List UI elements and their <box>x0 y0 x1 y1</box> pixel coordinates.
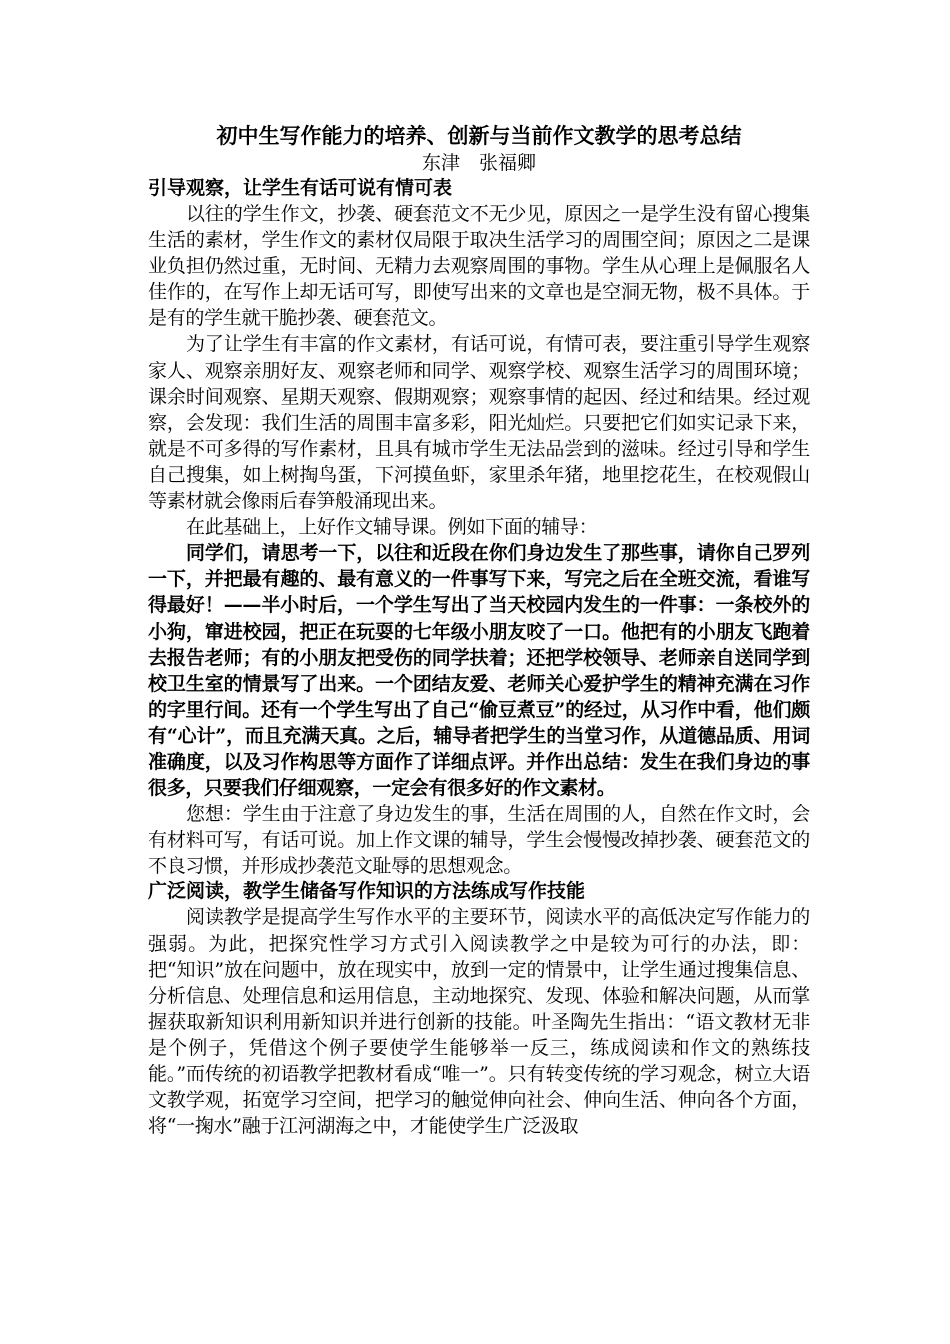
section-heading: 引导观察，让学生有话可说有情可表 <box>148 177 453 199</box>
body-paragraph: 您想：学生由于注意了身边发生的事，生活在周围的人，自然在作文时，会有材料可写，有话可说。加上作文课的辅导，学生会慢慢改掉抄袭、硬套范文的不良习惯，并形成抄袭范文耻辱的思想观念。 <box>148 803 810 878</box>
document-title: 初中生写作能力的培养、创新与当前作文教学的思考总结 <box>216 123 742 148</box>
body-paragraph: 在此基础上，上好作文辅导课。例如下面的辅导： <box>186 516 598 539</box>
document-author: 东津 张福卿 <box>421 152 536 174</box>
body-paragraph: 为了让学生有丰富的作文素材，有话可说，有情可表，要注重引导学生观察家人、观察亲朋好友、观察老师和同学、观察学校、观察生活学习的周围环境；课余时间观察、星期天观察、假期观察；观察事情的起因、经过和结果。经过观察，会发现：我们生活的周围丰富多彩，阳光灿烂。只要把它们如实记录下来，就是不可多得的写作素材，且具有城市学生无法品尝到的滋味。经过引导和学生自己搜集，如上树掏鸟蛋，下河摸鱼虾，家里杀年猪，地里挖花生，在校观假山等素材就会像雨后春笋般涌现出来。 <box>148 333 810 513</box>
body-paragraph: 以往的学生作文，抄袭、硬套范文不无少见，原因之一是学生没有留心搜集生活的素材，学生作文的素材仅局限于取决生活学习的周围空间；原因之二是课业负担仍然过重，无时间、无精力去观察周围的事物。学生从心理上是佩服名人佳作的，在写作上却无话可写，即使写出来的文章也是空洞无物，极不具体。于是有的学生就干脆抄袭、硬套范文。 <box>148 203 810 330</box>
section-heading: 广泛阅读，教学生储备写作知识的方法练成写作技能 <box>148 880 586 903</box>
body-paragraph: 阅读教学是提高学生写作水平的主要环节，阅读水平的高低决定写作能力的强弱。为此，把探究性学习方式引入阅读教学之中是较为可行的办法，即：把“知识”放在问题中，放在现实中，放到一定的情景中，让学生通过搜集信息、分析信息、处理信息和运用信息，主动地探究、发现、体验和解决问题，从而掌握获取新知识利用新知识并进行创新的技能。叶圣陶先生指出：“语文教材无非是个例子，凭借这个例子要使学生能够举一反三，练成阅读和作文的熟练技能。”而传统的初语教学把教材看成“唯一”。只有转变传统的学习观念，树立大语文教学观，拓宽学习空间，把学习的触觉伸向社会、伸向生活、伸向各个方面，将“一掬水”融于江河湖海之中，才能使学生广泛汲取 <box>148 906 810 1138</box>
example-paragraph: 同学们，请思考一下，以往和近段在你们身边发生了那些事，请你自己罗列一下，并把最有趣的、最有意义的一件事写下来，写完之后在全班交流，看谁写得最好！——半小时后，一个学生写出了当天校园内发生的一件事：一条校外的小狗，窜进校园，把正在玩耍的七年级小朋友咬了一口。他把有的小朋友飞跑着去报告老师；有的小朋友把受伤的同学扶着；还把学校领导、老师亲自送同学到校卫生室的情景写了出来。一个团结友爱、老师关心爱护学生的精神充满在习作的字里行间。还有一个学生写出了自己“偷豆煮豆”的经过，从习作中看，他们颇有“心计”，而且充满天真。之后，辅导者把学生的当堂习作，从道德品质、用词准确度，以及习作构思等方面作了详细点评。并作出总结：发生在我们身边的事很多，只要我们仔细观察，一定会有很多好的作文素材。 <box>148 542 810 800</box>
document-page <box>148 122 810 1139</box>
